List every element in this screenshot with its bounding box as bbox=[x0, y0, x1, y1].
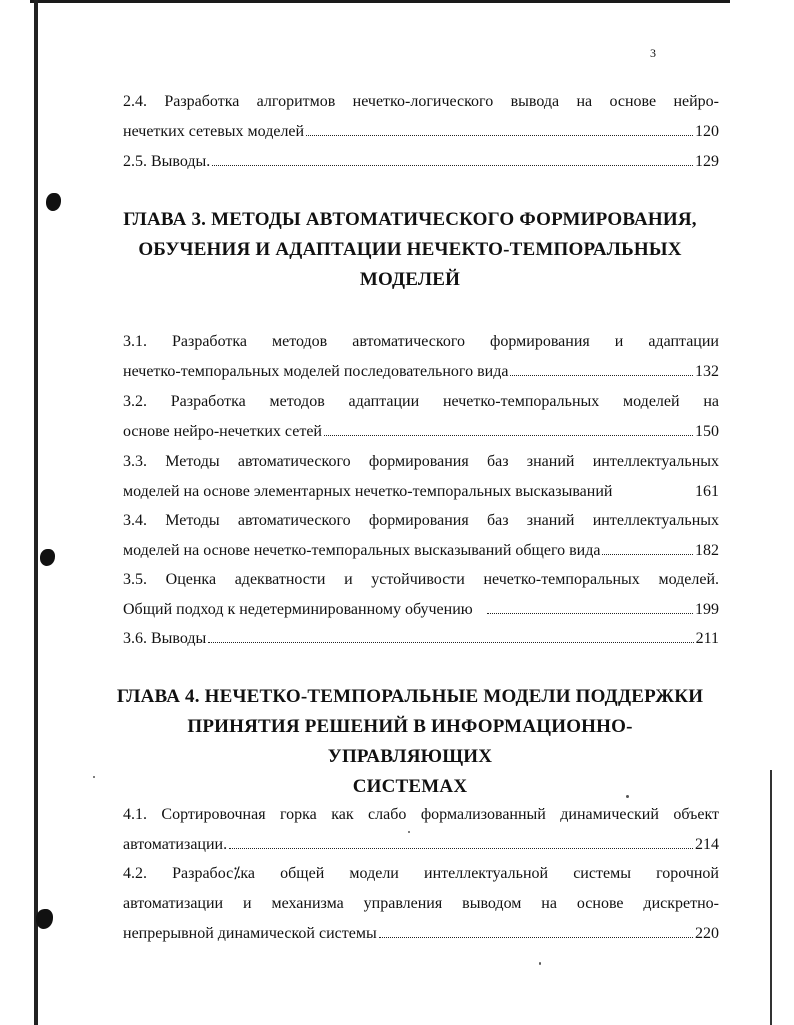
toc-page-number: 199 bbox=[695, 601, 719, 618]
scan-left-edge bbox=[34, 0, 38, 1025]
toc-entry-2-5 bbox=[123, 147, 719, 177]
chapter-title-line: СИСТЕМАХ bbox=[352, 776, 468, 797]
dot-leader bbox=[510, 375, 693, 376]
toc-entry-text: нечетко-темпоральных моделей последовательного вида bbox=[123, 363, 509, 380]
speck bbox=[93, 776, 95, 778]
chapter-title-line: ГЛАВА 4. НЕЧЕТКО-ТЕМПОРАЛЬНЫЕ МОДЕЛИ ПОДДЕРЖКИ bbox=[116, 686, 704, 707]
toc-entry-3-1 bbox=[123, 327, 719, 387]
toc-entry-text: 4.2. Разрабос⁒ка общей модели интеллектуальной системы горочной bbox=[123, 865, 719, 882]
toc-page-number: 120 bbox=[695, 123, 719, 140]
toc-entry-3-3 bbox=[123, 447, 719, 507]
toc-page-number: 161 bbox=[695, 483, 719, 500]
toc-entry-text: 3.6. Выводы bbox=[123, 630, 207, 647]
dot-leader bbox=[229, 848, 693, 849]
dot-leader bbox=[212, 165, 693, 166]
dot-leader bbox=[208, 642, 693, 643]
toc-entry-text: моделей на основе нечетко-темпоральных высказываний общего вида bbox=[123, 542, 601, 559]
chapter-4-heading bbox=[110, 682, 710, 802]
dot-leader bbox=[379, 937, 693, 938]
toc-entry-text: непрерывной динамической системы bbox=[123, 925, 377, 942]
toc-entry-text: моделей на основе элементарных нечетко-темпоральных высказываний bbox=[123, 483, 613, 500]
toc-entry-text: 2.5. Выводы. bbox=[123, 153, 211, 170]
toc-entry-3-5 bbox=[123, 565, 719, 625]
toc-page-number: 211 bbox=[695, 630, 719, 647]
toc-page-number: 129 bbox=[695, 153, 719, 170]
dot-leader bbox=[614, 495, 693, 496]
toc-entry-text: автоматизации. bbox=[123, 836, 228, 853]
dot-leader bbox=[306, 135, 693, 136]
chapter-title-line: ПРИНЯТИЯ РЕШЕНИЙ В ИНФОРМАЦИОННО-УПРАВЛЯЮЩИХ bbox=[187, 716, 633, 767]
toc-entry-3-2 bbox=[123, 387, 719, 447]
toc-page-number: 182 bbox=[695, 542, 719, 559]
toc-page-number: 214 bbox=[695, 836, 719, 853]
toc-entry-text: автоматизации и механизма управления выводом на основе дискретно- bbox=[123, 895, 719, 912]
toc-entry-4-2 bbox=[123, 859, 719, 949]
page-number: 3 bbox=[650, 46, 656, 60]
toc-entry-3-6 bbox=[123, 624, 719, 654]
toc-entry-text: 3.2. Разработка методов адаптации нечетко-темпоральных моделей на bbox=[123, 393, 719, 410]
toc-entry-text: 2.4. Разработка алгоритмов нечетко-логического вывода на основе нейро- bbox=[123, 93, 719, 110]
toc-page-number: 132 bbox=[695, 363, 719, 380]
toc-entry-text: Общий подход к недетерминированному обучению bbox=[123, 601, 473, 618]
chapter-title-line: МОДЕЛЕЙ bbox=[359, 269, 461, 290]
toc-entry-text: нечетких сетевых моделей bbox=[123, 123, 305, 140]
toc-entry-text: 3.1. Разработка методов автоматического формирования и адаптации bbox=[123, 333, 719, 350]
hole-punch-mark bbox=[46, 193, 61, 211]
toc-entry-text: основе нейро-нечетких сетей bbox=[123, 423, 322, 440]
toc-entry-text: 3.3. Методы автоматического формирования баз знаний интеллектуальных bbox=[123, 453, 719, 470]
toc-entry-3-4 bbox=[123, 506, 719, 566]
chapter-3-heading bbox=[110, 205, 710, 295]
toc-page-number: 220 bbox=[695, 925, 719, 942]
toc-entry-2-4 bbox=[123, 87, 719, 147]
hole-punch-mark bbox=[36, 909, 53, 929]
scan-right-edge bbox=[770, 770, 772, 1025]
chapter-title-line: ОБУЧЕНИЯ И АДАПТАЦИИ НЕЧЕКТО-ТЕМПОРАЛЬНЫХ bbox=[138, 239, 682, 260]
toc-entry-4-1 bbox=[123, 800, 719, 860]
toc-page-number: 150 bbox=[695, 423, 719, 440]
dot-leader bbox=[324, 435, 693, 436]
dot-leader bbox=[487, 613, 693, 614]
toc-entry-text: 3.5. Оценка адекватности и устойчивости нечетко-темпоральных моделей. bbox=[123, 571, 719, 588]
chapter-title-line: ГЛАВА 3. МЕТОДЫ АВТОМАТИЧЕСКОГО ФОРМИРОВАНИЯ, bbox=[123, 209, 697, 230]
speck bbox=[539, 962, 541, 965]
hole-punch-mark bbox=[40, 549, 55, 566]
toc-entry-text: 3.4. Методы автоматического формирования баз знаний интеллектуальных bbox=[123, 512, 719, 529]
toc-entry-text: 4.1. Сортировочная горка как слабо формализованный динамический объект bbox=[123, 806, 719, 823]
scan-top-edge bbox=[30, 0, 730, 3]
dot-leader bbox=[602, 554, 693, 555]
